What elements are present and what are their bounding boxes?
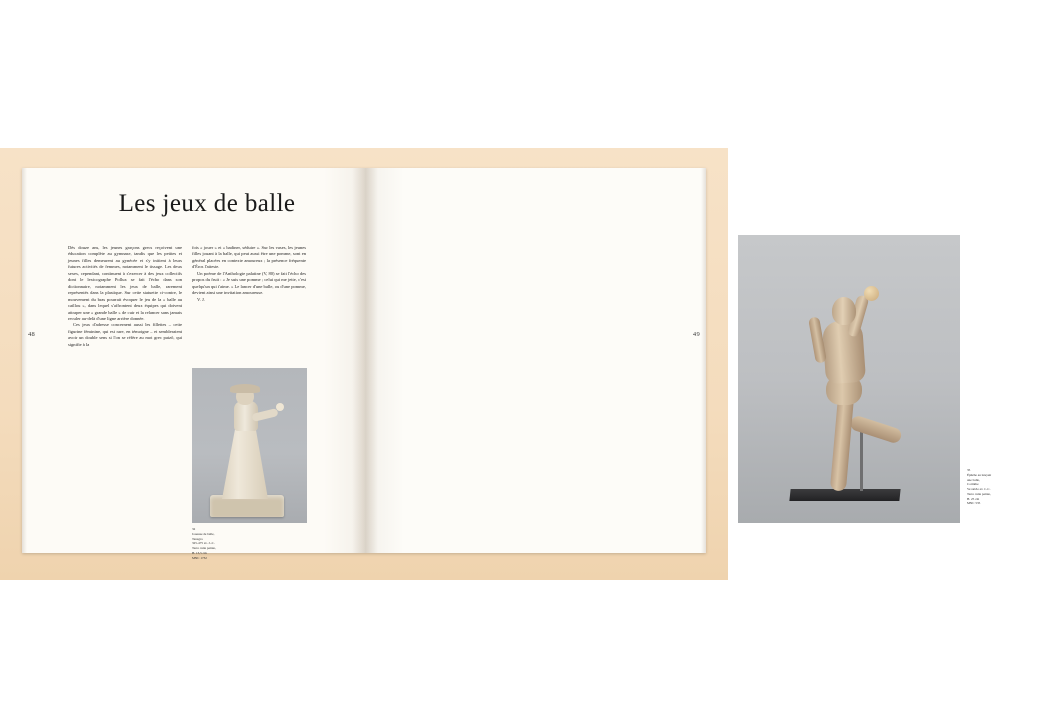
figure-caption-35 <box>967 468 1045 506</box>
figure-detail: Ve siècle av. J.-C. <box>967 487 991 492</box>
figure-inventory-number: MNC 1732 <box>192 555 207 560</box>
figure-number: 35 <box>967 468 971 472</box>
page-edge-right <box>701 168 706 553</box>
figure-detail: une balle, <box>967 477 980 482</box>
figure-detail: H. 25 cm <box>967 496 980 501</box>
figurine-drapery <box>222 425 268 499</box>
body-text-column-1 <box>68 245 182 348</box>
terracotta-figurine-ball-player <box>192 368 307 523</box>
page-curvature-right <box>364 168 404 553</box>
figure-title: Éphèbe au lançant <box>967 472 992 477</box>
figurine-ball <box>276 403 284 411</box>
figure-image-35 <box>738 235 960 523</box>
statue-head <box>832 297 856 325</box>
author-initials: V. J. <box>197 296 205 302</box>
book-page-right <box>364 168 992 553</box>
paragraph: fois « jouer » et « badiner, séduire ». Sur les vases, les jeunes filles jouant à la balle, qui peut aussi être une pomme, sont en général placées en contexte amoureux ; la présence fréquente d'Éros l'atteste. <box>192 245 306 270</box>
page-title: Les jeux de balle <box>118 190 296 217</box>
folio-number-left: 48 <box>28 331 36 338</box>
terracotta-statue-youth-throwing-ball <box>738 235 960 523</box>
paragraph: Ces jeux d'adresse concernent aussi les fillettes – cette figurine féminine, qui est rare, en témoigne – et sembleraient avoir un double sens si l'on se réfère au mot grec paizô, qui signifie à la <box>68 322 182 347</box>
statue-raised-leg <box>849 414 903 444</box>
paragraph: Dès douze ans, les jeunes garçons grecs reçoivent une éducation complète au gymnase, tandis que les petites et jeunes filles demeurent au gynécée et s'y initient à leurs futures activités de femmes, notamment le tissage. Les deux sexes, cependant, continuent à s'exercer à des jeux collectifs dont le lexicographe Pollux se fait l'écho dans son dictionnaire, notamment les jeux de balle, rarement représentés dans la plastique. Sur cette statuette ci-contre, le mouvement du bras pourrait évoquer le jeu de la « balle au caillou », dans lequel s'affrontent deux équipes qui doivent attraper une « grande balle » de cuir et la relancer sans jamais reculer au-delà d'une ligne arrière donnée. <box>68 245 182 321</box>
folio-number-right: 49 <box>692 331 700 338</box>
statue-plinth <box>789 489 900 501</box>
figure-inventory-number: MNC 535 <box>967 501 981 506</box>
paragraph: Un poème de l'Anthologie palatine (V, 80) se fait l'écho des propos du fruit : « Je suis une pomme ; celui qui me jette, c'est quelqu'un qui t'aime. » Le lancer d'une balle, ou d'une pomme, devient ainsi une invitation amoureuse. <box>192 270 306 296</box>
figure-detail: Terre cuite peinte, <box>192 546 216 551</box>
page-curvature-left <box>324 168 364 553</box>
statue-support-rod <box>860 427 863 491</box>
figure-detail: Tanagra <box>192 536 203 541</box>
figure-title: Joueuse de balle, <box>192 531 215 536</box>
figure-image-32 <box>192 368 307 523</box>
figure-caption-32 <box>192 527 282 560</box>
body-text-column-2 <box>192 245 306 303</box>
figure-detail: H. 13,5 cm <box>192 550 207 555</box>
book-spread <box>22 168 992 560</box>
figurine-hat <box>230 384 260 393</box>
figure-number: 32 <box>192 527 196 531</box>
figure-detail: Terre cuite peinte, <box>967 491 991 496</box>
page-edge-left <box>22 168 27 553</box>
statue-standing-leg <box>830 394 854 491</box>
book-page-left <box>22 168 364 560</box>
figure-detail: Corinthe <box>967 482 979 487</box>
figure-detail: 325-475 av. J.-C. <box>192 541 215 546</box>
statue-ball <box>864 286 879 301</box>
